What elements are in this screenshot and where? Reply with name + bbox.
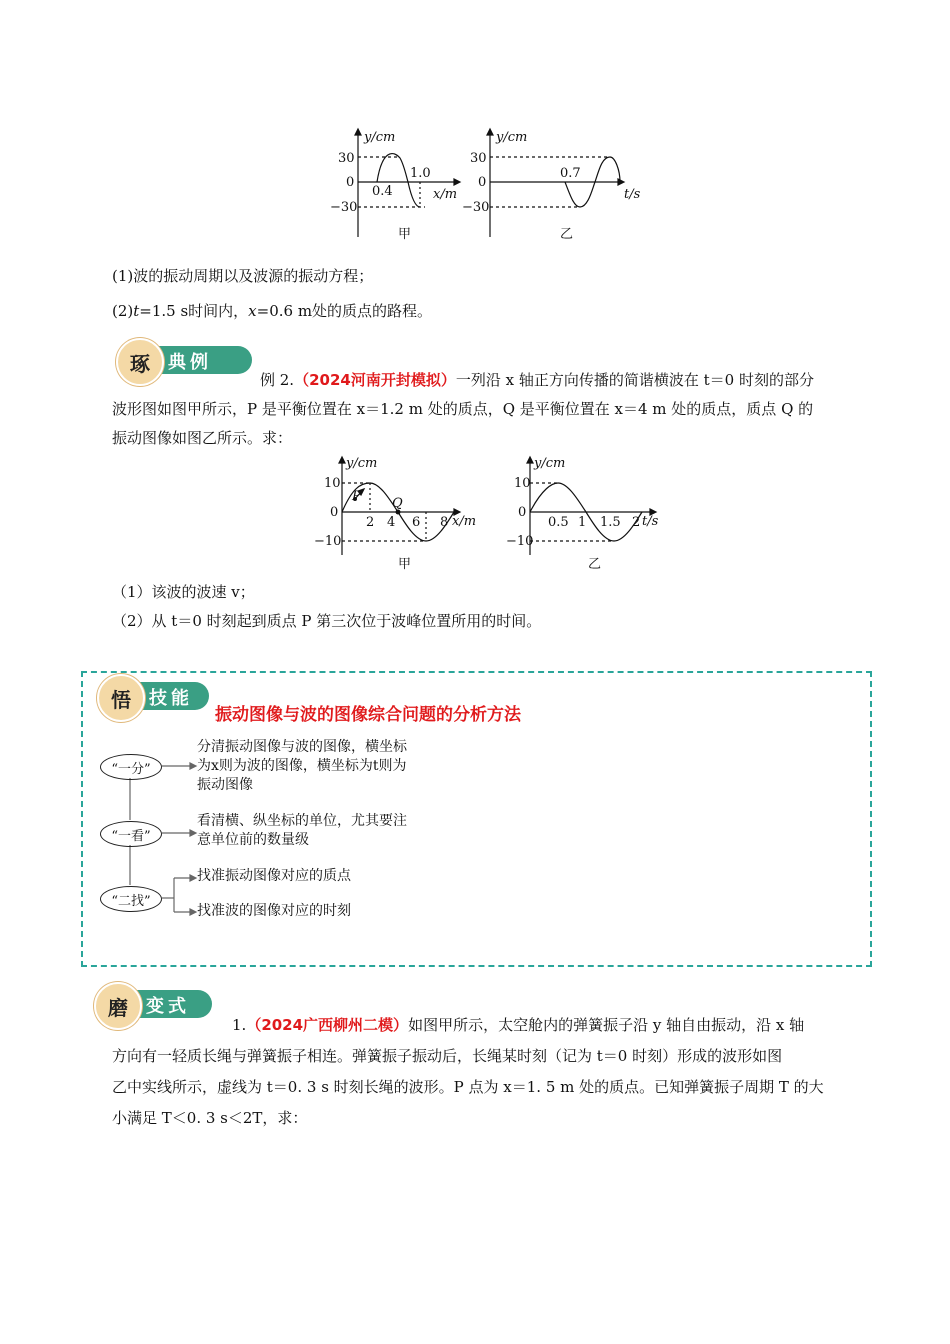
step-two-find: “二找” [100, 886, 162, 912]
badge-circle: 悟 [97, 674, 145, 722]
variant-line3: 乙中实线所示，虚线为 t＝0. 3 s 时刻长绳的波形。P 点为 x＝1. 5 m 处的质点。已知弹簧振子周期 T 的大 [112, 1078, 824, 1096]
step1-description: 分清振动图像与波的图像，横坐标 为x则为波的图像，横坐标为t则为 振动图像 [197, 739, 407, 793]
fig2-right-ytick: 10 [514, 476, 531, 491]
fig2-right-ytick: −10 [506, 534, 534, 549]
variant-line4: 小满足 T＜0. 3 s＜2T，求： [112, 1109, 308, 1127]
step3-description-b: 找准波的图像对应的时刻 [197, 903, 351, 919]
fig1-right-caption: 乙 [560, 227, 574, 242]
example2-question-1: （1）该波的波速 v； [112, 583, 255, 601]
fig2-left-ytick: −10 [314, 534, 342, 549]
variant-line2: 方向有一轻质长绳与弹簧振子相连。弹簧振子振动后，长绳某时刻（记为 t＝0 时刻）形成的波形如图 [112, 1047, 783, 1065]
badge-label: 典例 [168, 352, 212, 373]
fig1-left-caption: 甲 [398, 227, 412, 242]
fig2-left-xtick: 6 [412, 515, 421, 530]
fig1-right-xtick: 0.7 [560, 166, 581, 181]
fig2-right-xtick: 1.5 [600, 515, 621, 530]
fig2-right-ylabel: y/cm [534, 456, 566, 471]
fig1-left-xtick: 1.0 [410, 166, 431, 181]
badge-label: 变式 [146, 996, 190, 1017]
fig1-left-ytick: 30 [338, 151, 355, 166]
figure-1-wave-graph [330, 125, 650, 245]
fig1-left-ylabel: y/cm [364, 130, 396, 145]
question-1: (1)波的振动周期以及波源的振动方程； [112, 267, 374, 285]
fig2-left-ylabel: y/cm [346, 456, 378, 471]
fig2-right-xtick: 2 [632, 515, 641, 530]
example2-question-2: （2）从 t＝0 时刻起到质点 P 第三次位于波峰位置所用的时间。 [112, 612, 542, 630]
skill-title: 振动图像与波的图像综合问题的分析方法 [215, 705, 521, 725]
variant-badge [100, 990, 212, 1018]
fig1-left-xtick: 0.4 [372, 184, 393, 199]
fig2-left-xlabel: x/m [452, 514, 477, 529]
fig2-right-xlabel: t/s [642, 514, 659, 529]
figure-2-wave-graph [310, 455, 670, 575]
question-2: (2)t=1.5 s时间内，x=0.6 m处的质点的路程。 [112, 302, 433, 320]
fig2-right-xtick: 0.5 [548, 515, 569, 530]
fig1-right-xlabel: t/s [624, 187, 641, 202]
example2-line2: 波形图如图甲所示，P 是平衡位置在 x＝1.2 m 处的质点，Q 是平衡位置在 x＝4 m 处的质点，质点 Q 的 [112, 400, 814, 418]
fig2-left-ytick: 10 [324, 476, 341, 491]
fig1-right-ylabel: y/cm [496, 130, 528, 145]
fig1-right-ytick: 30 [470, 151, 487, 166]
step-one-divide: “一分” [100, 754, 162, 780]
step3-description-a: 找准振动图像对应的质点 [197, 868, 351, 884]
fig2-left-xtick: 8 [440, 515, 449, 530]
example-badge [122, 346, 252, 374]
example2-line1: 例 2.（2024河南开封模拟）一列沿 x 轴正方向传播的简谐横波在 t＝0 时刻的部分 [260, 371, 814, 389]
fig1-right-ytick: 0 [478, 175, 487, 190]
fig2-right-caption: 乙 [588, 557, 602, 572]
fig1-left-ytick: 0 [346, 175, 355, 190]
fig2-right-ytick: 0 [518, 505, 527, 520]
badge-circle: 磨 [94, 982, 142, 1030]
skill-badge [103, 682, 209, 710]
fig2-left-xtick: 4 [387, 515, 396, 530]
fig2-left-ytick: 0 [330, 505, 339, 520]
fig2-left-caption: 甲 [398, 557, 412, 572]
fig2-left-xtick: 2 [366, 515, 375, 530]
fig1-left-xlabel: x/m [433, 187, 458, 202]
step-one-look: “一看” [100, 821, 162, 847]
point-p-label: P [352, 489, 361, 504]
example2-line3: 振动图像如图乙所示。求： [112, 429, 293, 447]
fig2-right-xtick: 1 [578, 515, 587, 530]
badge-circle: 琢 [116, 338, 164, 386]
point-q-label: Q [392, 496, 403, 511]
badge-label: 技能 [149, 688, 193, 709]
fig1-left-ytick: −30 [330, 200, 358, 215]
variant-line1: 1.（2024广西柳州二模）如图甲所示，太空舱内的弹簧振子沿 y 轴自由振动，沿 x 轴 [232, 1016, 805, 1034]
step2-description: 看清横、纵坐标的单位，尤其要注 意单位前的数量级 [197, 813, 407, 848]
fig1-right-ytick: −30 [462, 200, 490, 215]
